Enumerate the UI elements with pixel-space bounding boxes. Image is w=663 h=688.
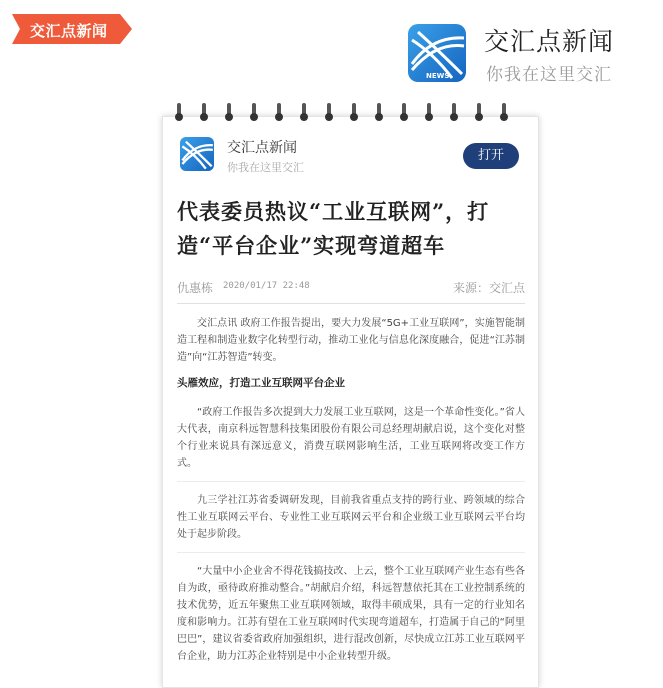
- news-tag: [12, 14, 132, 44]
- paragraph-separator: [177, 552, 525, 553]
- article-author: 仇惠栋: [177, 281, 214, 295]
- article-meta: [177, 279, 525, 299]
- card-app-logo-icon: [180, 137, 214, 171]
- spiral-ring: [275, 103, 283, 127]
- tag-label: 交汇点新闻: [30, 22, 108, 40]
- spiral-ring: [475, 103, 483, 127]
- article-date: 2020/01/17 22:48: [223, 281, 310, 291]
- spiral-ring: [200, 103, 208, 127]
- article-paragraph: 九三学社江苏省委调研发现，目前我省重点支持的跨行业、跨领域的综合性工业互联网云平台、专业性工业互联网云平台和企业级工业互联网云平台均处于起步阶段。: [177, 495, 525, 540]
- spiral-ring: [250, 103, 258, 127]
- article-card: [162, 116, 539, 688]
- article-body: [177, 315, 525, 674]
- brand-title: 交汇点新闻: [484, 27, 615, 56]
- article-paragraph: “政府工作报告多次提到大力发展工业互联网，这是一个革命性变化。”省人大代表，南京科远智慧科技集团股份有限公司总经理胡献启说，这个变化对整个行业来说具有深远意义，消费互联网影响生活，工业互联网将改变工作方式。: [177, 407, 525, 469]
- spiral-ring: [300, 103, 308, 127]
- article-headline: 代表委员热议“工业互联网”，打造“平台企业”实现弯道超车: [177, 199, 490, 258]
- article-source: 来源：交汇点: [452, 281, 525, 295]
- spiral-ring: [450, 103, 458, 127]
- article-subhead: 头雁效应，打造工业互联网平台企业: [177, 377, 345, 389]
- card-app-name: 交汇点新闻: [227, 140, 297, 156]
- open-app-button[interactable]: 打开: [463, 143, 519, 169]
- spiral-ring: [225, 103, 233, 127]
- spiral-ring: [175, 103, 183, 127]
- spiral-ring: [325, 103, 333, 127]
- spiral-ring: [375, 103, 383, 127]
- article-paragraph: 交汇点讯 政府工作报告提出，要大力发展“5G+工业互联网”，实施智能制造工程和制造业数字化转型行动，推动工业化与信息化深度融合，促进“江苏制造”向“江苏智造”转变。: [177, 318, 525, 363]
- spiral-ring: [350, 103, 358, 127]
- card-app-subtitle: 你我在这里交汇: [227, 161, 304, 174]
- meta-divider: [177, 303, 525, 304]
- brand-subtitle: 你我在这里交汇: [486, 65, 612, 85]
- spiral-ring: [500, 103, 508, 127]
- paragraph-separator: [177, 481, 525, 482]
- article-paragraph: “大量中小企业舍不得花钱搞技改、上云，整个工业互联网产业生态有些各自为政，亟待政府推动整合。”胡献启介绍，科远智慧依托其在工业控制系统的技术优势，近五年聚焦工业互联网领域，取得丰硕成果，具有一定的行业知名度和影响力。江苏有望在工业互联网时代实现弯道超车，打造属于自己的“阿里巴巴”，建议省委省政府加强组织，进行混改创新，尽快成立江苏工业互联网平台企业，助力江苏企业特别是中小企业转型升级。: [177, 566, 525, 662]
- spiral-ring: [400, 103, 408, 127]
- spiral-ring: [425, 103, 433, 127]
- news-app-logo-icon: [408, 24, 466, 82]
- svg-text:NEWS: NEWS: [426, 72, 450, 80]
